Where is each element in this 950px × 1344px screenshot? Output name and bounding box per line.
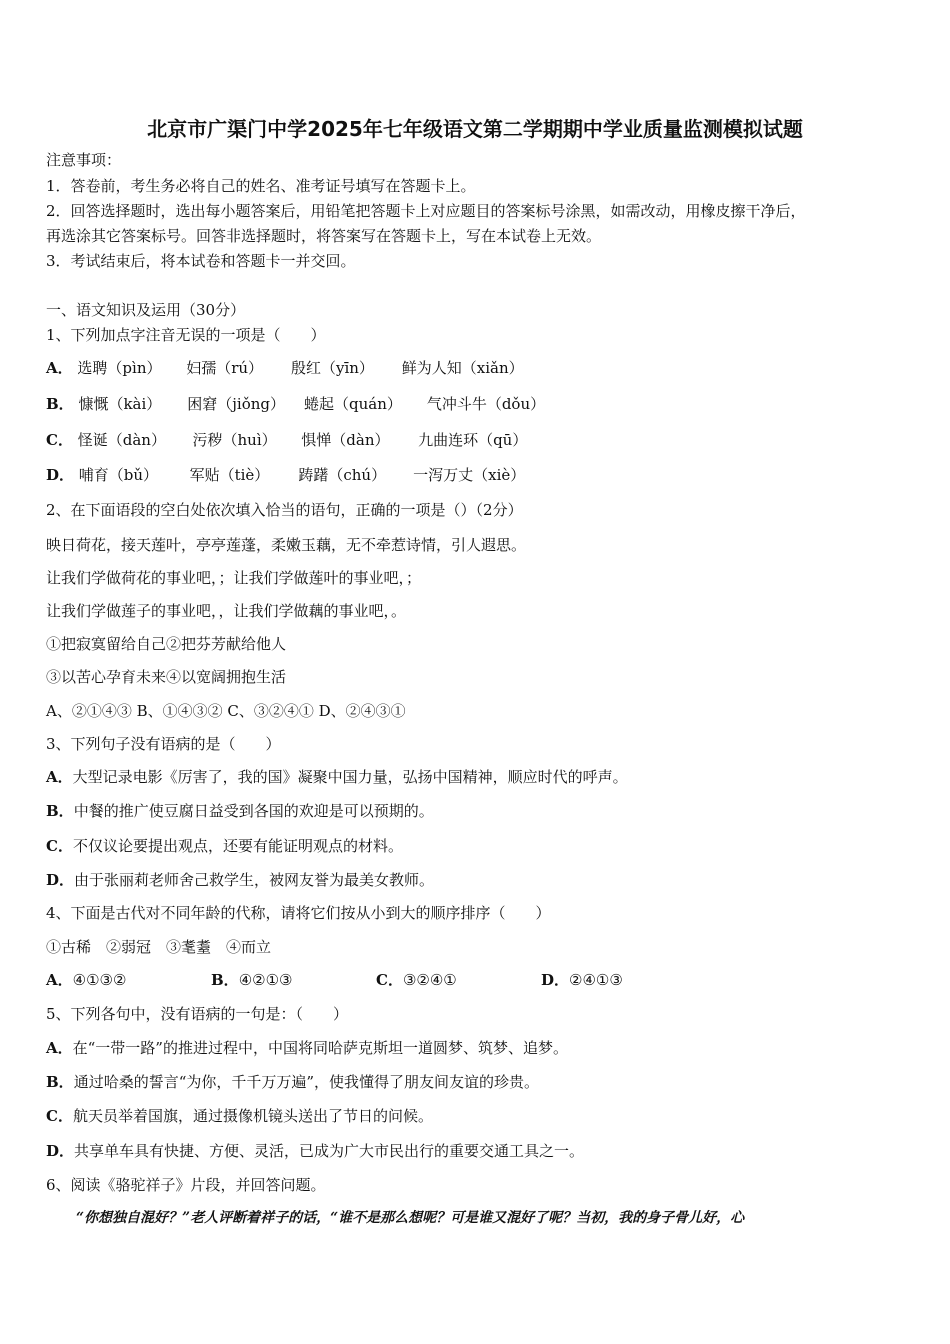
passage-line: 映日荷花，接天莲叶，亭亭莲蓬，柔嫩玉藕，无不牵惹诗情，引人遐思。	[46, 536, 527, 554]
option-text: ②④①③	[569, 971, 623, 989]
notice-item: 3．考试结束后，将本试卷和答题卡一并交回。	[46, 252, 356, 270]
option-label: C．	[376, 971, 403, 989]
option-item: 气冲斗牛（dǒu）	[426, 395, 546, 413]
q3-option-a	[46, 767, 628, 787]
q4-option-d	[541, 970, 623, 990]
option-item: 妇孺（rú）	[186, 359, 264, 377]
option-item: 慷慨（kài）	[78, 395, 162, 413]
option-item: 殷红（yīn）	[290, 359, 374, 377]
question-stem: 6、阅读《骆驼祥子》片段，并回答问题。	[46, 1176, 326, 1194]
option-item: 一泻万丈（xiè）	[413, 466, 526, 484]
option-text: 大型记录电影《厉害了，我的国》凝聚中国力量，弘扬中国精神，顺应时代的呼声。	[72, 768, 628, 786]
q4-option-c	[376, 970, 541, 990]
q5-option-b	[46, 1072, 539, 1092]
option-label: A．	[46, 1039, 73, 1057]
q5-option-c	[46, 1106, 433, 1126]
option-item: 惧惮（dàn）	[301, 431, 390, 449]
option-text: 在“一带一路”的推进过程中，中国将同哈萨克斯坦一道圆梦、筑梦、追梦。	[72, 1039, 568, 1057]
option-item: 哺育（bǔ）	[78, 466, 159, 484]
option-text: ③②④①	[402, 971, 457, 989]
page-title: 北京市广渠门中学2025年七年级语文第二学期期中学业质量监测模拟试题	[147, 117, 803, 141]
option-label: B．	[211, 971, 239, 989]
option-label: A．	[46, 359, 73, 377]
option-item: 污秽（huì）	[192, 431, 277, 449]
passage-line: 让我们学做莲子的事业吧，，让我们学做藕的事业吧，。	[46, 602, 407, 620]
choice-line: ①把寂寞留给自己②把芬芳献给他人	[46, 635, 287, 653]
option-label: A．	[46, 971, 73, 989]
q3-option-b	[46, 801, 434, 821]
option-item: 选聘（pìn）	[77, 359, 162, 377]
option-label: C．	[46, 431, 73, 449]
option-label: B．	[46, 1073, 74, 1091]
option-label: D．	[46, 1142, 75, 1160]
notice-item: 2．回答选择题时，选出每小题答案后，用铅笔把答题卡上对应题目的答案标号涂黑，如需改动，用橡皮擦干净后，	[46, 202, 806, 220]
option-text: 由于张丽莉老师舍己救学生，被网友誉为最美女教师。	[74, 871, 435, 889]
choice-line: ③以苦心孕育未来④以宽阔拥抱生活	[46, 668, 287, 686]
notice-item: 再选涂其它答案标号。回答非选择题时，将答案写在答题卡上，写在本试卷上无效。	[46, 227, 602, 245]
option-item: 怪诞（dàn）	[77, 431, 166, 449]
option-label: B．	[46, 395, 74, 413]
option-label: D．	[46, 466, 75, 484]
option-item: 困窘（jiǒng）	[187, 395, 285, 413]
option-label: D．	[46, 871, 75, 889]
option-text: ④②①③	[238, 971, 293, 989]
option-text: 不仅议论要提出观点，还要有能证明观点的材料。	[72, 837, 403, 855]
option-item: 军贴（tiè）	[189, 466, 270, 484]
q5-option-a	[46, 1038, 568, 1058]
q4-option-b	[211, 970, 376, 990]
q4-option-a	[46, 970, 211, 990]
option-item: 鲜为人知（xiǎn）	[401, 359, 524, 377]
question-stem: 1、下列加点字注音无误的一项是（ ）	[46, 326, 326, 344]
option-item: 蜷起（quán）	[304, 395, 402, 413]
q1-option-a	[46, 358, 524, 378]
question-stem: 2、在下面语段的空白处依次填入恰当的语句，正确的一项是（）（2分）	[46, 501, 523, 519]
option-label: A．	[46, 768, 73, 786]
option-text: 中餐的推广使豆腐日益受到各国的欢迎是可以预期的。	[73, 802, 434, 820]
notice-item: 1．答卷前，考生务必将自己的姓名、准考证号填写在答题卡上。	[46, 177, 476, 195]
question-stem: 3、下列句子没有语病的是（ ）	[46, 735, 281, 753]
option-text: 共享单车具有快捷、方便、灵活，已成为广大市民出行的重要交通工具之一。	[74, 1142, 585, 1160]
question-stem: 4、下面是古代对不同年龄的代称，请将它们按从小到大的顺序排序（ ）	[46, 904, 551, 922]
q3-option-d	[46, 870, 434, 890]
question-stem: 5、下列各句中，没有语病的一句是：（ ）	[46, 1005, 349, 1023]
q1-option-b	[46, 394, 545, 414]
option-label: C．	[46, 837, 73, 855]
q5-option-d	[46, 1141, 584, 1161]
section-heading: 一、语文知识及运用（30分）	[46, 301, 246, 319]
passage-line: 让我们学做荷花的事业吧，；让我们学做莲叶的事业吧，；	[46, 569, 422, 587]
option-text: 通过哈桑的誓言“为你，千千万万遍”，使我懂得了朋友间友谊的珍贵。	[73, 1073, 540, 1091]
q3-option-c	[46, 836, 403, 856]
reading-passage: “你想独自混好？”老人评断着祥子的话，“谁不是那么想呢？可是谁又混好了呢？当初，我的身子骨儿好，心	[76, 1210, 745, 1226]
q1-option-d	[46, 465, 525, 485]
option-text: ④①③②	[72, 971, 127, 989]
option-label: D．	[541, 971, 570, 989]
option-item: 踌躇（chú）	[298, 466, 387, 484]
option-label: C．	[46, 1107, 73, 1125]
option-text: 航天员举着国旗，通过摄像机镜头送出了节日的问候。	[72, 1107, 433, 1125]
answer-options: A、②①④③ B、①④③② C、③②④① D、②④③①	[46, 702, 406, 720]
q1-option-c	[46, 430, 527, 450]
option-label: B．	[46, 802, 74, 820]
option-item: 九曲连环（qū）	[418, 431, 528, 449]
q4-options	[46, 970, 623, 990]
notice-heading: 注意事项：	[46, 151, 122, 169]
choice-line: ①古稀 ②弱冠 ③耄耋 ④而立	[46, 938, 272, 956]
